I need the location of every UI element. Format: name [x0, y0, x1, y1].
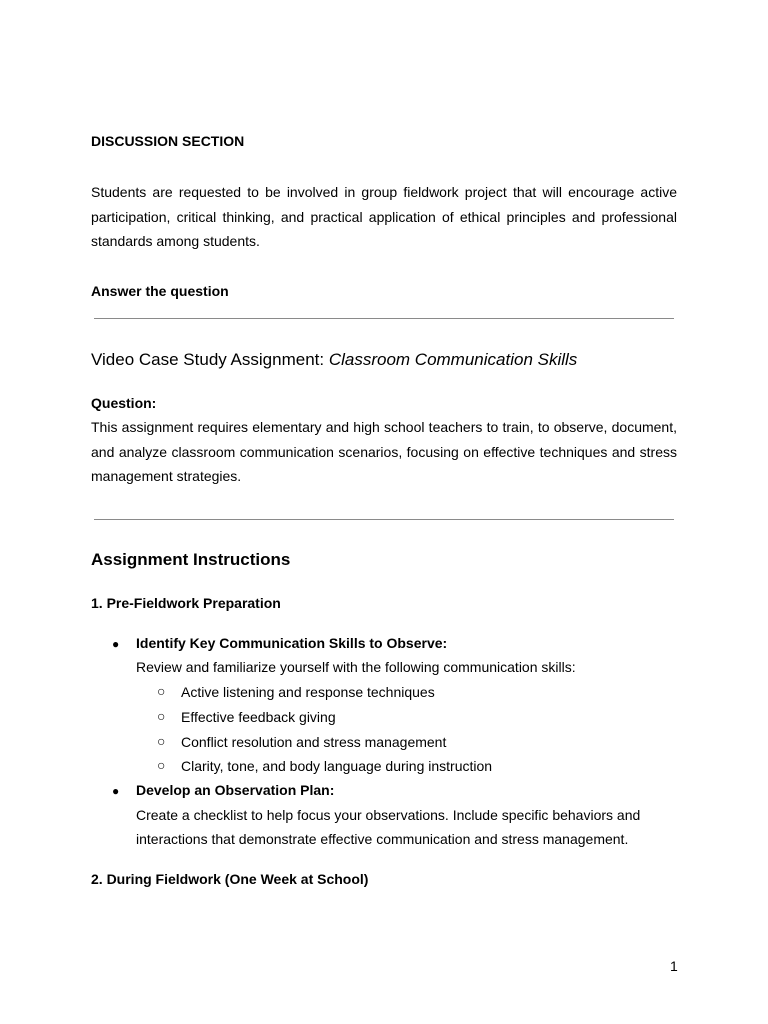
- answer-question-label: Answer the question: [91, 283, 229, 299]
- bullet-title: Develop an Observation Plan:: [136, 782, 335, 798]
- bullet-text: interactions that demonstrate effective communication and stress management.: [136, 831, 629, 847]
- bullet-icon: ●: [112, 784, 120, 798]
- circle-bullet-icon: ○: [157, 683, 166, 699]
- circle-bullet-icon: ○: [157, 757, 166, 773]
- sub-list-item: Conflict resolution and stress management: [181, 734, 447, 750]
- case-study-title-italic: Classroom Communication Skills: [328, 350, 578, 369]
- section1-title: 1. Pre-Fieldwork Preparation: [91, 595, 281, 611]
- horizontal-rule: [94, 318, 674, 319]
- bullet-text: Create a checklist to help focus your observations. Include specific behaviors and: [136, 807, 641, 823]
- circle-bullet-icon: ○: [157, 708, 166, 724]
- bullet-text: Review and familiarize yourself with the following communication skills:: [136, 659, 576, 675]
- section2-title: 2. During Fieldwork (One Week at School): [91, 871, 369, 887]
- horizontal-rule: [94, 519, 674, 520]
- page-number: 1: [670, 958, 678, 974]
- case-study-title-prefix: Video Case Study Assignment:: [91, 350, 329, 369]
- sub-list-item: Active listening and response techniques: [181, 684, 435, 700]
- circle-bullet-icon: ○: [157, 733, 166, 749]
- discussion-paragraph: Students are requested to be involved in group fieldwork project that will encourage active participation, critical thinking, and practical application of ethical principles and professional standards among students.: [91, 184, 677, 249]
- question-label: Question:: [91, 395, 157, 411]
- case-study-title: [91, 350, 577, 370]
- instructions-heading: Assignment Instructions: [91, 550, 291, 569]
- sub-list-item: Clarity, tone, and body language during instruction: [181, 758, 493, 774]
- bullet-icon: ●: [112, 637, 120, 651]
- sub-list-item: Effective feedback giving: [181, 709, 336, 725]
- bullet-title: Identify Key Communication Skills to Observe:: [136, 635, 448, 651]
- question-text: This assignment requires elementary and high school teachers to train, to observe, document, and analyze classroom communication scenarios, focusing on effective techniques and stress management strategies.: [91, 419, 677, 484]
- discussion-heading: DISCUSSION SECTION: [91, 133, 245, 149]
